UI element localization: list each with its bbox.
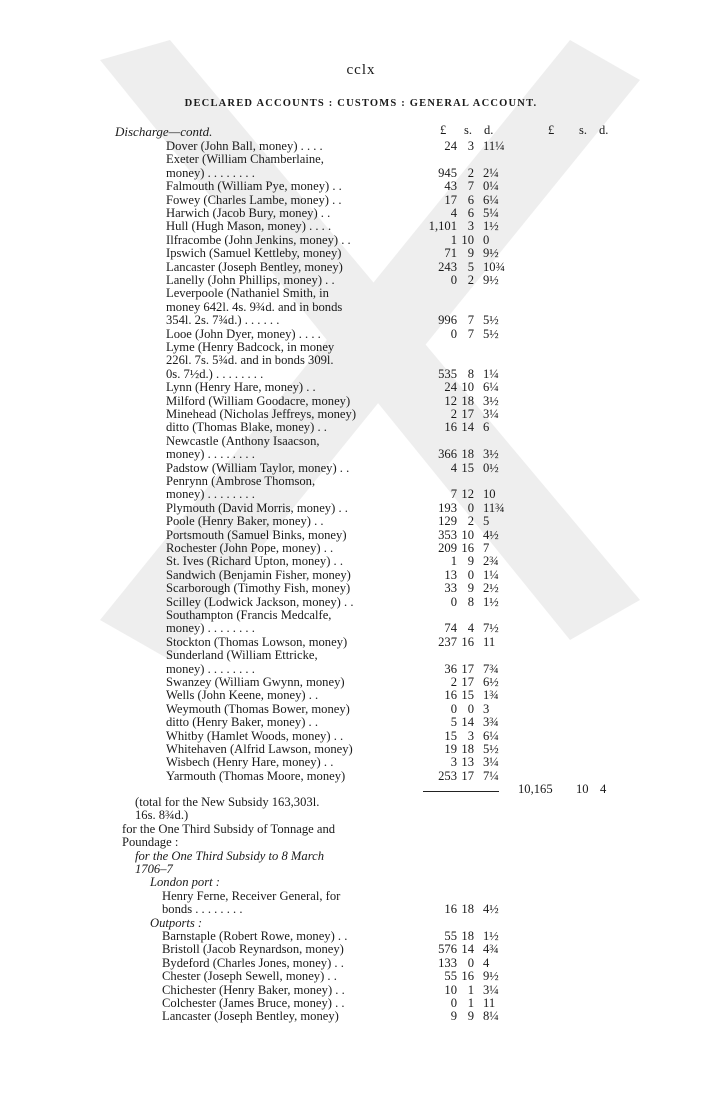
entry-amount-pence: 10 [483, 487, 496, 502]
entry-amount-pence: 11 [483, 634, 496, 649]
entry-amount-pounds: 19 [444, 742, 457, 756]
entry-text-line: Wells (John Keene, money) . . [166, 688, 319, 703]
entry-amount-pounds: 243 [438, 259, 457, 274]
entry-text-line: Ilfracombe (John Jenkins, money) . . [166, 232, 351, 247]
entry-amount-shillings: 1 [467, 996, 474, 1010]
entry-amount-shillings: 13 [461, 755, 474, 770]
entry-text-line: Sandwich (Benjamin Fisher, money) [166, 567, 351, 582]
entry-amount-pounds: 13 [444, 567, 457, 582]
entry-amount-pence: 1½ [483, 594, 499, 609]
entry-text-line: Lynn (Henry Hare, money) . . [166, 380, 316, 395]
subsidy-total-note: 16s. 8¾d.) [135, 808, 189, 823]
entry-amount-shillings: 3 [467, 219, 474, 234]
entry-amount-shillings: 15 [461, 688, 474, 703]
entry-amount-pence: 7¾ [483, 661, 499, 676]
section-total-pence: 4 [600, 782, 607, 796]
entry-amount-pence: 7 [483, 541, 490, 555]
subsidy-total-note: (total for the New Subsidy 163,303l. [135, 795, 320, 809]
entry-text-line: Exeter (William Chamberlaine, [166, 152, 324, 167]
entry-amount-pence: 6¼ [483, 380, 499, 395]
entry-text-line: ditto (Thomas Blake, money) . . [166, 420, 327, 435]
entry-amount-pounds: 0 [450, 326, 457, 341]
entry-text-line: money) . . . . . . . . [166, 447, 255, 462]
entry-amount-shillings: 8 [467, 366, 474, 381]
entry-amount-pounds: 24 [444, 380, 457, 395]
entry-text-line: Swanzey (William Gwynn, money) [166, 675, 345, 689]
entry-amount-pounds: 237 [438, 634, 457, 649]
entry-amount-pounds: 43 [444, 179, 457, 194]
entry-text-line: Southampton (Francis Medcalfe, [166, 608, 332, 622]
entry-text-line: Stockton (Thomas Lowson, money) [166, 634, 348, 649]
entry-amount-pounds: 7 [450, 487, 457, 502]
entry-amount-shillings: 4 [467, 621, 474, 636]
entry-amount-pence: 4½ [483, 902, 499, 917]
entry-amount-pence: 5½ [483, 742, 499, 756]
entry-amount-shillings: 9 [467, 1009, 474, 1024]
entry-amount-pence: 3 [483, 701, 490, 716]
entry-amount-shillings: 9 [467, 554, 474, 569]
london-port-label: London port : [150, 875, 220, 890]
subsidy-subheading: for the One Third Subsidy to 8 March [135, 848, 325, 863]
entry-amount-shillings: 16 [461, 969, 474, 984]
entry-text-line: Leverpoole (Nathaniel Smith, in [166, 286, 329, 301]
running-head: DECLARED ACCOUNTS : CUSTOMS : GENERAL ACCOUNT. [184, 98, 538, 109]
entry-amount-pounds: 996 [438, 313, 457, 328]
entry-amount-pence: 11¾ [483, 500, 505, 515]
entry-amount-shillings: 18 [461, 929, 474, 943]
entry-amount-pence: 4½ [483, 527, 499, 542]
entry-amount-pounds: 1 [450, 554, 457, 569]
entry-amount-pounds: 0 [450, 701, 457, 716]
entry-text-line: Hull (Hugh Mason, money) . . . . [166, 219, 332, 234]
section-total-shillings: 10 [576, 782, 589, 796]
entry-amount-pounds: 0 [450, 594, 457, 609]
entry-amount-pounds: 4 [450, 206, 457, 220]
entry-text-line: Plymouth (David Morris, money) . . [166, 500, 348, 515]
entry-amount-pounds: 253 [438, 768, 457, 783]
entry-text-line: Sunderland (William Ettricke, [166, 648, 318, 663]
entry-amount-pence: 7½ [483, 621, 499, 636]
entry-text-line: 0s. 7½d.) . . . . . . . . [166, 366, 264, 381]
entry-amount-shillings: 17 [461, 661, 474, 676]
entry-amount-pounds: 9 [450, 1009, 457, 1024]
entry-text-line: Harwich (Jacob Bury, money) . . [166, 206, 331, 220]
entry-amount-shillings: 1 [467, 982, 474, 997]
entry-amount-pence: 5 [483, 514, 490, 529]
entry-text-line: Chichester (Henry Baker, money) . . [162, 982, 345, 997]
entry-text-line: ditto (Henry Baker, money) . . [166, 715, 318, 730]
entry-amount-pounds: 24 [444, 139, 457, 153]
entry-text-line: Lyme (Henry Badcock, in money [166, 340, 335, 354]
entry-amount-shillings: 10 [461, 527, 474, 542]
outports-label: Outports : [150, 915, 203, 930]
entry-amount-pounds: 33 [444, 581, 457, 596]
entry-text-line: money) . . . . . . . . [166, 621, 255, 636]
entry-text-line: Ipswich (Samuel Kettleby, money) [166, 246, 342, 261]
entry-amount-pounds: 16 [444, 902, 457, 917]
entry-amount-pence: 0¼ [483, 179, 499, 194]
col-head-pence-2: d. [599, 123, 609, 137]
entry-amount-pence: 1½ [483, 929, 499, 943]
entry-amount-pounds: 17 [444, 192, 457, 207]
entry-amount-pence: 1½ [483, 219, 499, 234]
entry-amount-pounds: 16 [444, 420, 457, 435]
entry-amount-pence: 5½ [483, 326, 499, 341]
entry-amount-shillings: 5 [467, 259, 474, 274]
entry-text-line: Minehead (Nicholas Jeffreys, money) [166, 407, 357, 421]
entry-amount-shillings: 10 [461, 380, 474, 395]
entry-amount-pence: 9½ [483, 246, 499, 261]
entry-text-line: Poole (Henry Baker, money) . . [166, 514, 324, 529]
entry-amount-shillings: 3 [467, 139, 474, 153]
entry-amount-pence: 5½ [483, 313, 499, 328]
entry-amount-pence: 4¾ [483, 942, 499, 957]
entry-text-line: money) . . . . . . . . [166, 487, 255, 502]
entry-amount-pence: 3¼ [483, 407, 499, 421]
entry-text-line: Colchester (James Bruce, money) . . [162, 996, 345, 1010]
col-head-pence: d. [484, 123, 494, 137]
entry-amount-pounds: 1 [450, 232, 457, 247]
entry-amount-shillings: 3 [467, 728, 474, 743]
entry-amount-pence: 0 [483, 232, 490, 247]
entry-amount-pence: 10¾ [483, 259, 506, 274]
entry-amount-shillings: 2 [467, 273, 474, 287]
entry-amount-shillings: 14 [461, 420, 474, 435]
entry-text-line: Barnstaple (Robert Rowe, money) . . [162, 929, 348, 943]
entry-amount-pence: 2¾ [483, 554, 499, 569]
entry-amount-pounds: 1,101 [428, 219, 457, 234]
entry-amount-pounds: 10 [444, 982, 457, 997]
entry-text-line: Lancaster (Joseph Bentley, money) [162, 1009, 339, 1024]
subsidy-subheading: 1706–7 [135, 862, 173, 876]
entry-text-line: Looe (John Dyer, money) . . . . [166, 326, 321, 341]
entry-amount-pence: 2½ [483, 581, 499, 596]
entry-amount-pounds: 353 [438, 527, 457, 542]
entry-amount-pence: 3½ [483, 447, 499, 462]
entry-amount-shillings: 6 [467, 192, 474, 207]
section-heading: Discharge—contd. [115, 124, 213, 139]
col-head-shillings: s. [464, 123, 472, 137]
col-head-shillings-2: s. [579, 123, 587, 137]
entry-amount-pounds: 193 [438, 500, 457, 515]
entry-amount-pence: 4 [483, 955, 490, 970]
entry-amount-pounds: 16 [444, 688, 457, 703]
entry-amount-pence: 5¼ [483, 206, 499, 220]
entry-amount-shillings: 12 [461, 487, 474, 502]
entry-text-line: Fowey (Charles Lambe, money) . . [166, 192, 342, 207]
entry-amount-pounds: 12 [444, 393, 457, 408]
entry-amount-pence: 6¼ [483, 728, 499, 743]
entry-amount-pence: 6½ [483, 675, 499, 689]
entry-text-line: Weymouth (Thomas Bower, money) [166, 701, 350, 716]
entry-amount-pounds: 209 [438, 541, 457, 555]
entry-amount-pounds: 74 [444, 621, 457, 636]
entry-text-line: Rochester (John Pope, money) . . [166, 541, 334, 555]
entry-amount-pounds: 36 [444, 661, 457, 676]
entry-amount-pence: 3¼ [483, 982, 499, 997]
entry-amount-pounds: 0 [450, 996, 457, 1010]
entry-amount-shillings: 15 [461, 460, 474, 475]
entry-amount-shillings: 16 [461, 634, 474, 649]
entry-text-line: Wisbech (Henry Hare, money) . . [166, 755, 334, 770]
section-total-pounds: 10,165 [518, 782, 553, 796]
entry-amount-shillings: 0 [467, 955, 474, 970]
entry-text-line: Bydeford (Charles Jones, money) . . [162, 955, 344, 970]
entry-amount-shillings: 18 [461, 902, 474, 917]
col-head-pounds: £ [440, 123, 447, 137]
entry-amount-shillings: 16 [461, 541, 474, 555]
subsidy-heading: for the One Third Subsidy of Tonnage and [122, 821, 336, 836]
entry-amount-pence: 1¾ [483, 688, 499, 703]
entry-amount-pounds: 55 [444, 929, 457, 943]
entry-text-line: Yarmouth (Thomas Moore, money) [166, 768, 346, 783]
entry-text-line: 354l. 2s. 7¾d.) . . . . . . [166, 313, 280, 328]
entry-text-line: 226l. 7s. 5¾d. and in bonds 309l. [166, 353, 334, 368]
entry-amount-shillings: 9 [467, 581, 474, 596]
entry-amount-pence: 11 [483, 996, 496, 1010]
page-folio: cclx [346, 62, 376, 78]
entry-text-line: Dover (John Ball, money) . . . . [166, 139, 323, 153]
entry-amount-pence: 3½ [483, 393, 499, 408]
entry-amount-pence: 6¼ [483, 192, 499, 207]
entry-text-line: Lancaster (Joseph Bentley, money) [166, 259, 343, 274]
entry-text-line: Whitehaven (Alfrid Lawson, money) [166, 742, 353, 756]
entry-amount-pence: 2¼ [483, 165, 499, 180]
entry-text-line: Milford (William Goodacre, money) [166, 393, 351, 408]
entry-amount-pence: 3¼ [483, 755, 499, 770]
entry-amount-shillings: 7 [467, 313, 474, 328]
entry-text-line: Portsmouth (Samuel Binks, money) [166, 527, 347, 542]
entry-amount-pence: 0½ [483, 460, 499, 475]
entry-amount-pounds: 366 [438, 447, 457, 462]
entry-text-line: Scarborough (Timothy Fish, money) [166, 581, 351, 596]
entry-text-line: money) . . . . . . . . [166, 661, 255, 676]
entry-text-line: Whitby (Hamlet Woods, money) . . [166, 728, 344, 743]
entry-amount-shillings: 6 [467, 206, 474, 220]
entry-amount-shillings: 2 [467, 165, 474, 180]
entry-amount-pence: 1¼ [483, 567, 499, 582]
entry-amount-pounds: 71 [444, 246, 457, 261]
entry-text-line: Falmouth (William Pye, money) . . [166, 179, 342, 194]
entry-amount-shillings: 8 [467, 594, 474, 609]
entry-text-line: money) . . . . . . . . [166, 165, 255, 180]
entry-text-line: bonds . . . . . . . . [162, 902, 243, 917]
entry-amount-shillings: 7 [467, 326, 474, 341]
entry-text-line: Henry Ferne, Receiver General, for [162, 888, 341, 903]
entry-text-line: Lanelly (John Phillips, money) . . [166, 273, 335, 287]
entry-amount-pounds: 5 [450, 715, 457, 730]
total-rule [423, 791, 499, 792]
entry-amount-shillings: 0 [467, 500, 474, 515]
entry-amount-pounds: 55 [444, 969, 457, 984]
entry-text-line: money 642l. 4s. 9¾d. and in bonds [166, 299, 343, 314]
entry-amount-pounds: 2 [450, 675, 457, 689]
entry-amount-shillings: 0 [467, 701, 474, 716]
entry-amount-shillings: 9 [467, 246, 474, 261]
entry-amount-shillings: 14 [461, 942, 474, 957]
entry-amount-pence: 7¼ [483, 768, 499, 783]
entry-amount-pence: 9½ [483, 969, 499, 984]
entry-text-line: Newcastle (Anthony Isaacson, [166, 433, 320, 448]
entry-amount-pounds: 945 [438, 165, 457, 180]
col-head-pounds-2: £ [548, 123, 555, 137]
entry-amount-pence: 9½ [483, 273, 499, 287]
entry-amount-pounds: 4 [450, 460, 457, 475]
entry-amount-shillings: 18 [461, 742, 474, 756]
entry-amount-shillings: 2 [467, 514, 474, 529]
entry-amount-shillings: 18 [461, 447, 474, 462]
entry-amount-pounds: 133 [438, 955, 457, 970]
entry-text-line: Chester (Joseph Sewell, money) . . [162, 969, 337, 984]
entry-amount-pounds: 576 [438, 942, 457, 957]
entry-text-line: St. Ives (Richard Upton, money) . . [166, 554, 343, 569]
entry-amount-shillings: 14 [461, 715, 474, 730]
entry-amount-pence: 11¼ [483, 139, 505, 153]
entry-text-line: Padstow (William Taylor, money) . . [166, 460, 350, 475]
entry-amount-shillings: 18 [461, 393, 474, 408]
entry-amount-pounds: 0 [450, 273, 457, 287]
entry-amount-pence: 3¾ [483, 715, 499, 730]
entry-amount-pounds: 535 [438, 366, 457, 381]
entry-text-line: Bristoll (Jacob Reynardson, money) [162, 942, 344, 957]
entry-amount-shillings: 10 [461, 232, 474, 247]
entry-amount-pence: 8¼ [483, 1009, 499, 1024]
entry-amount-pounds: 3 [450, 755, 457, 770]
entry-text-line: Scilley (Lodwick Jackson, money) . . [166, 594, 354, 609]
entry-amount-pence: 1¼ [483, 366, 499, 381]
entry-amount-pence: 6 [483, 420, 490, 435]
subsidy-heading: Poundage : [122, 835, 179, 850]
entry-text-line: Penrynn (Ambrose Thomson, [166, 474, 316, 488]
entry-amount-pounds: 129 [438, 514, 457, 529]
entry-amount-shillings: 0 [467, 567, 474, 582]
entry-amount-shillings: 17 [461, 407, 474, 421]
entry-amount-shillings: 17 [461, 768, 474, 783]
entry-amount-shillings: 17 [461, 675, 474, 689]
entry-amount-pounds: 2 [450, 407, 457, 421]
entry-amount-shillings: 7 [467, 179, 474, 194]
entry-amount-pounds: 15 [444, 728, 457, 743]
